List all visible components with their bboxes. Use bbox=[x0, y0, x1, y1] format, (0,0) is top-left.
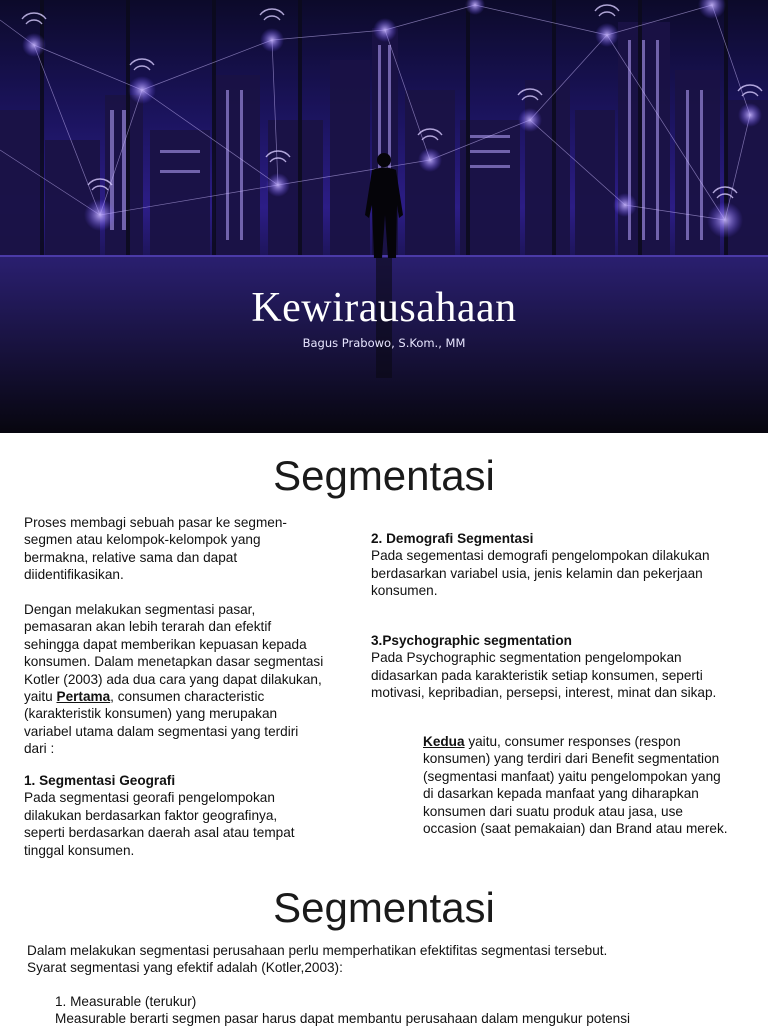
efektifitas-line: Dalam melakukan segmentasi perusahaan perlu memperhatikan efektifitas segmentasi tersebut. bbox=[27, 943, 608, 958]
geografi-heading: 1. Segmentasi Geografi bbox=[24, 773, 176, 788]
geografi-text: Pada segmentasi georafi pengelompokan dilakukan berdasarkan faktor geografinya, seperti berdasarkan daerah asal atau tempat tinggal konsumen. bbox=[24, 790, 295, 858]
kedua-keyword: Kedua bbox=[423, 734, 465, 749]
measurable-text: Measurable berarti segmen pasar harus dapat membantu perusahaan dalam mengukur potensi bbox=[55, 1011, 631, 1026]
pertama-keyword: Pertama bbox=[56, 689, 111, 705]
kotler-paragraph: Dengan melakukan segmentasi pasar, pemasaran akan lebih terarah dan efektif sehingga dapat memberikan kepuasan kepada konsumen. Dalam menetapkan dasar segmentasi Kotler (2003) ada dua cara yang dapat dilakukan, yaitu Pertama, consumen characteristic (karakteristik konsumen) yang merupakan variabel utama dalam segmentasi yang terdiri dari : bbox=[24, 602, 324, 757]
psychographic-text: Pada Psychographic segmentation pengelompokan didasarkan pada karakteristik setiap konsumen, seperti motivasi, kepribadian, persepsi, interest, minat dan sikap. bbox=[371, 650, 717, 701]
intro-paragraph: Proses membagi sebuah pasar ke segmen-segmen atau kelompok-kelompok yang bermakna, relative sama dan dapat diidentifikasikan. bbox=[24, 515, 287, 583]
demografi-text: Pada segementasi demografi pengelompokan dilakukan berdasarkan variabel usia, jenis kelamin dan pekerjaan konsumen. bbox=[371, 548, 710, 599]
psychographic-heading: 3.Psychographic segmentation bbox=[371, 633, 572, 648]
cover-title: Kewirausahaan bbox=[251, 285, 517, 331]
measurable-item: 1. Measurable (terukur) bbox=[55, 994, 197, 1009]
slide3-title: Segmentasi bbox=[273, 884, 495, 931]
kedua-paragraph: Kedua yaitu, consumer responses (respon konsumen) yang terdiri dari Benefit segmentation (segmentasi manfaat) yaitu pengelompokan yang di dasarkan kepada manfaat yang diharapkan konsumen dari suatu produk atau jasa, use occasion (saat pemakaian) dan Brand atau merek. bbox=[423, 734, 728, 837]
slide2-title: Segmentasi bbox=[273, 452, 495, 499]
cover-slide bbox=[0, 0, 768, 433]
syarat-line: Syarat segmentasi yang efektif adalah (Kotler,2003): bbox=[27, 960, 343, 975]
demografi-heading: 2. Demografi Segmentasi bbox=[371, 531, 534, 546]
geografi-section bbox=[24, 772, 319, 859]
cover-author: Bagus Prabowo, S.Kom., MM bbox=[302, 336, 466, 350]
demografi-section bbox=[371, 530, 741, 600]
city-network-image bbox=[0, 0, 768, 433]
psychographic-section bbox=[371, 632, 746, 702]
